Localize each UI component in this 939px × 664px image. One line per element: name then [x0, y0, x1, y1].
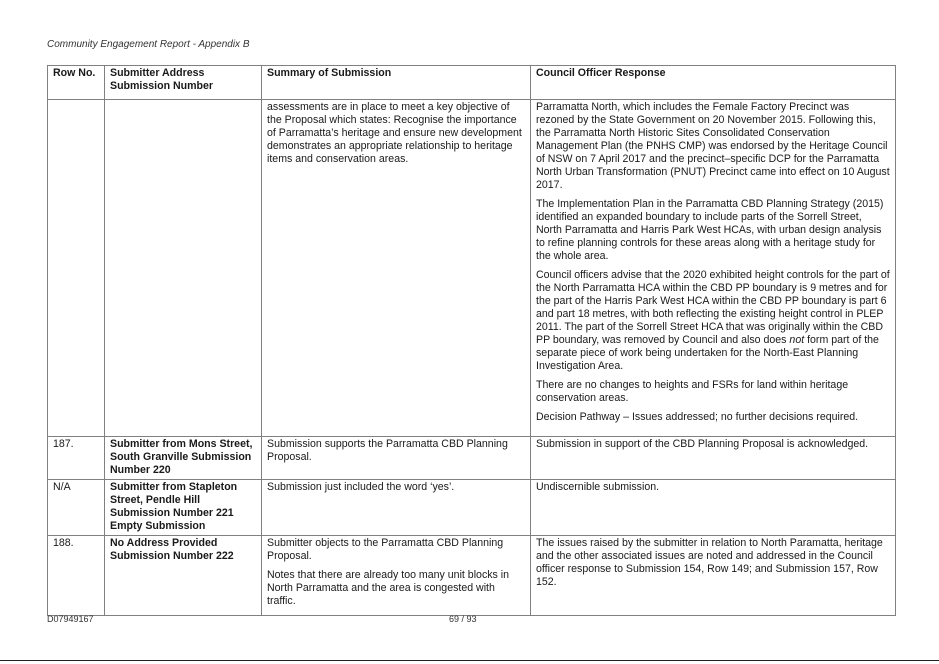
row-no-cell [48, 100, 105, 437]
response-paragraph: Decision Pathway – Issues addressed; no further decisions required. [536, 411, 859, 423]
response-cell [531, 437, 896, 480]
summary-paragraph: Submission supports the Parramatta CBD Planning Proposal. [267, 438, 508, 463]
summary-cell [262, 536, 531, 616]
table-row [48, 437, 896, 480]
summary-paragraph: Notes that there are already too many unit blocks in North Parramatta and the area is congested with traffic. [267, 569, 510, 607]
response-emphasis: not [789, 334, 805, 346]
row-no-cell: 187. [48, 437, 105, 480]
summary-cell [262, 100, 531, 437]
table-row [48, 536, 896, 616]
row-no-cell: N/A [48, 480, 105, 536]
submitter-cell: Submitter from Stapleton Street, Pendle Hill Submission Number 221 Empty Submission [105, 480, 262, 536]
table-header-row [48, 66, 896, 100]
header-submitter: Submitter Address Submission Number [105, 66, 262, 100]
submitter-cell: No Address Provided Submission Number 222 [105, 536, 262, 616]
header-summary: Summary of Submission [262, 66, 531, 100]
table-row [48, 100, 896, 437]
response-cell [531, 100, 896, 437]
row-no-cell: 188. [48, 536, 105, 616]
header-row-no: Row No. [48, 66, 105, 100]
response-text: form part of the separate piece of work being undertaken for the North-East Planning Investigation Area. [536, 334, 879, 372]
summary-cell [262, 480, 531, 536]
submitter-cell: Submitter from Mons Street, South Granville Submission Number 220 [105, 437, 262, 480]
response-paragraph: Submission in support of the CBD Planning Proposal is acknowledged. [536, 438, 869, 450]
response-paragraph: Parramatta North, which includes the Female Factory Precinct was rezoned by the State Government on 20 November 2015. Following this, the Parramatta North Historic Sites Consolidated Conservation Management Plan (the PNHS CMP) was endorsed by the Heritage Council of NSW on 7 April 2017 and the precinct–specific DCP for the Parramatta North Urban Transformation (PNUT) Precinct came into effect on 10 August 2017. [536, 101, 890, 191]
page-number: 69 / 93 [449, 614, 477, 624]
submissions-table [47, 65, 896, 616]
response-cell [531, 536, 896, 616]
document-id: D07949167 [47, 614, 94, 624]
table-row [48, 480, 896, 536]
response-paragraph: The issues raised by the submitter in relation to North Paramatta, heritage and the other associated issues are noted and addressed in the Council officer response to Submission 154, Row 149; and Submission 157, Row 152. [536, 537, 883, 588]
summary-paragraph: Submitter objects to the Parramatta CBD Planning Proposal. [267, 537, 504, 562]
response-cell [531, 480, 896, 536]
summary-cell [262, 437, 531, 480]
bottom-divider [0, 660, 939, 661]
document-header: Community Engagement Report - Appendix B [47, 39, 250, 50]
response-text: Council officers advise that the 2020 exhibited height controls for the part of the North Parramatta HCA within the CBD PP boundary is 9 metres and for the part of the Harris Park West HCA within the CBD PP boundary is part 6 and part 18 metres, with both reflecting the existing height control in PLEP 2011. The part of the Sorrell Street HCA that was originally within the CBD PP boundary, was removed by Council and also does [536, 269, 890, 346]
summary-paragraph: Submission just included the word ‘yes’. [267, 481, 455, 493]
response-paragraph: Undiscernible submission. [536, 481, 660, 493]
submitter-cell [105, 100, 262, 437]
summary-paragraph: assessments are in place to meet a key objective of the Proposal which states: Recognise the importance of Parramatta’s heritage and ensure new development demonstrates an appropriate relationship to heritage items and conservation areas. [267, 101, 522, 165]
response-paragraph [536, 269, 890, 373]
response-paragraph: There are no changes to heights and FSRs for land within heritage conservation areas. [536, 379, 849, 404]
response-paragraph: The Implementation Plan in the Parramatta CBD Planning Strategy (2015) identified an expanded boundary to include parts of the Sorrell Street, North Parramatta and Harris Park West HCAs, with urban design analysis to refine planning controls for these areas along with a heritage study for the whole area. [536, 198, 884, 262]
header-response: Council Officer Response [531, 66, 896, 100]
